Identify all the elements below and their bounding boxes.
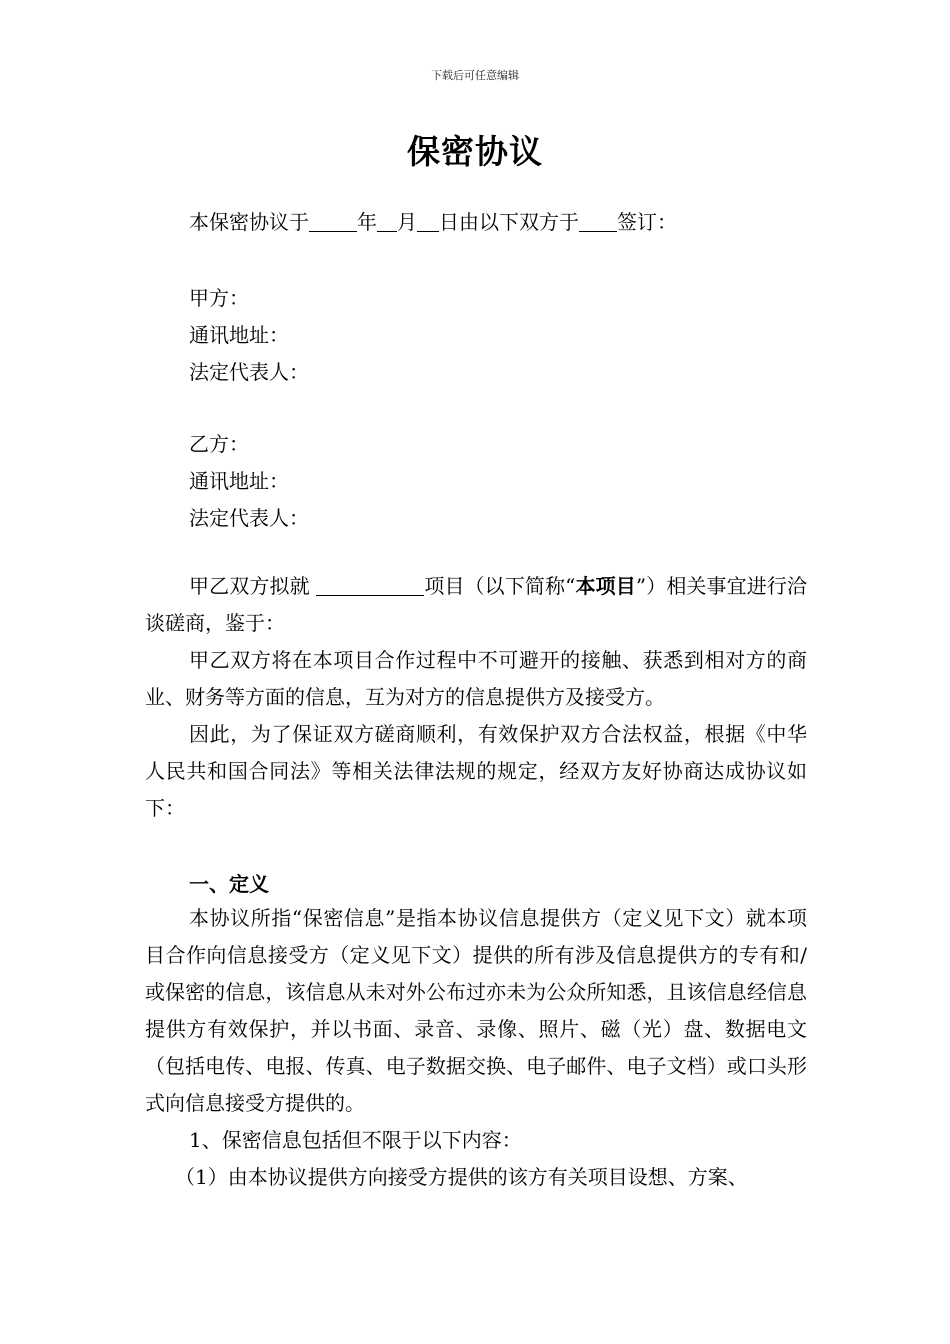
recital-2: 甲乙双方将在本项目合作过程中不可避开的接触、获悉到相对方的商业、财务等方面的信息，互为对方的信息提供方及接受方。: [145, 648, 807, 709]
recital-1-post: ”）相关事宜进行洽谈磋商，鉴于：: [145, 574, 808, 635]
project-name-blank: [316, 575, 424, 596]
party-b-address-label: 通讯地址：: [189, 469, 289, 493]
place-blank: [579, 211, 617, 232]
intro-text-4: 日由以下双方于: [439, 210, 579, 234]
recitals: [145, 568, 807, 827]
section-1-heading: 一、定义: [189, 872, 269, 896]
recital-1: [145, 568, 807, 642]
party-a-name-label: 甲方：: [189, 286, 249, 310]
section-1-paragraph-2: 1、保密信息包括但不限于以下内容：: [189, 1128, 522, 1152]
day-blank: [417, 211, 439, 232]
intro-line: [189, 206, 677, 235]
recital-1-mid: 项目（以下简称“: [424, 574, 576, 598]
recital-1-defined-term: 本项目: [575, 574, 636, 598]
intro-text-5: 签订：: [617, 210, 677, 234]
party-b-name-label: 乙方：: [189, 432, 249, 456]
section-1-item-1: （1）由本协议提供方向接受方提供的该方有关项目设想、方案、: [175, 1165, 748, 1189]
header-note: 下载后可任意编辑: [431, 69, 519, 82]
document-title: 保密协议: [407, 132, 543, 171]
year-blank: [309, 211, 357, 232]
recital-3: 因此，为了保证双方磋商顺利，有效保护双方合法权益，根据《中华人民共和国合同法》等相关法律法规的规定，经双方友好协商达成协议如下：: [145, 722, 807, 820]
party-a-rep-label: 法定代表人：: [189, 360, 309, 384]
intro-text-1: 本保密协议于: [189, 210, 309, 234]
section-1-body: [145, 900, 807, 1196]
recital-1-pre: 甲乙双方拟就: [189, 574, 310, 598]
intro-text-3: 月: [397, 210, 417, 234]
section-1-paragraph-1: 本协议所指“保密信息”是指本协议信息提供方（定义见下文）就本项目合作向信息接受方（定义见下文）提供的所有涉及信息提供方的专有和/或保密的信息，该信息从未对外公布过亦未为公众所知悉，且该信息经信息提供方有效保护，并以书面、录音、录像、照片、磁（光）盘、数据电文（包括电传、电报、传真、电子数据交换、电子邮件、电子文档）或口头形式向信息接受方提供的。: [145, 906, 807, 1115]
intro-text-2: 年: [357, 210, 377, 234]
party-a-address-label: 通讯地址：: [189, 323, 289, 347]
month-blank: [377, 211, 397, 232]
party-b-rep-label: 法定代表人：: [189, 506, 309, 530]
